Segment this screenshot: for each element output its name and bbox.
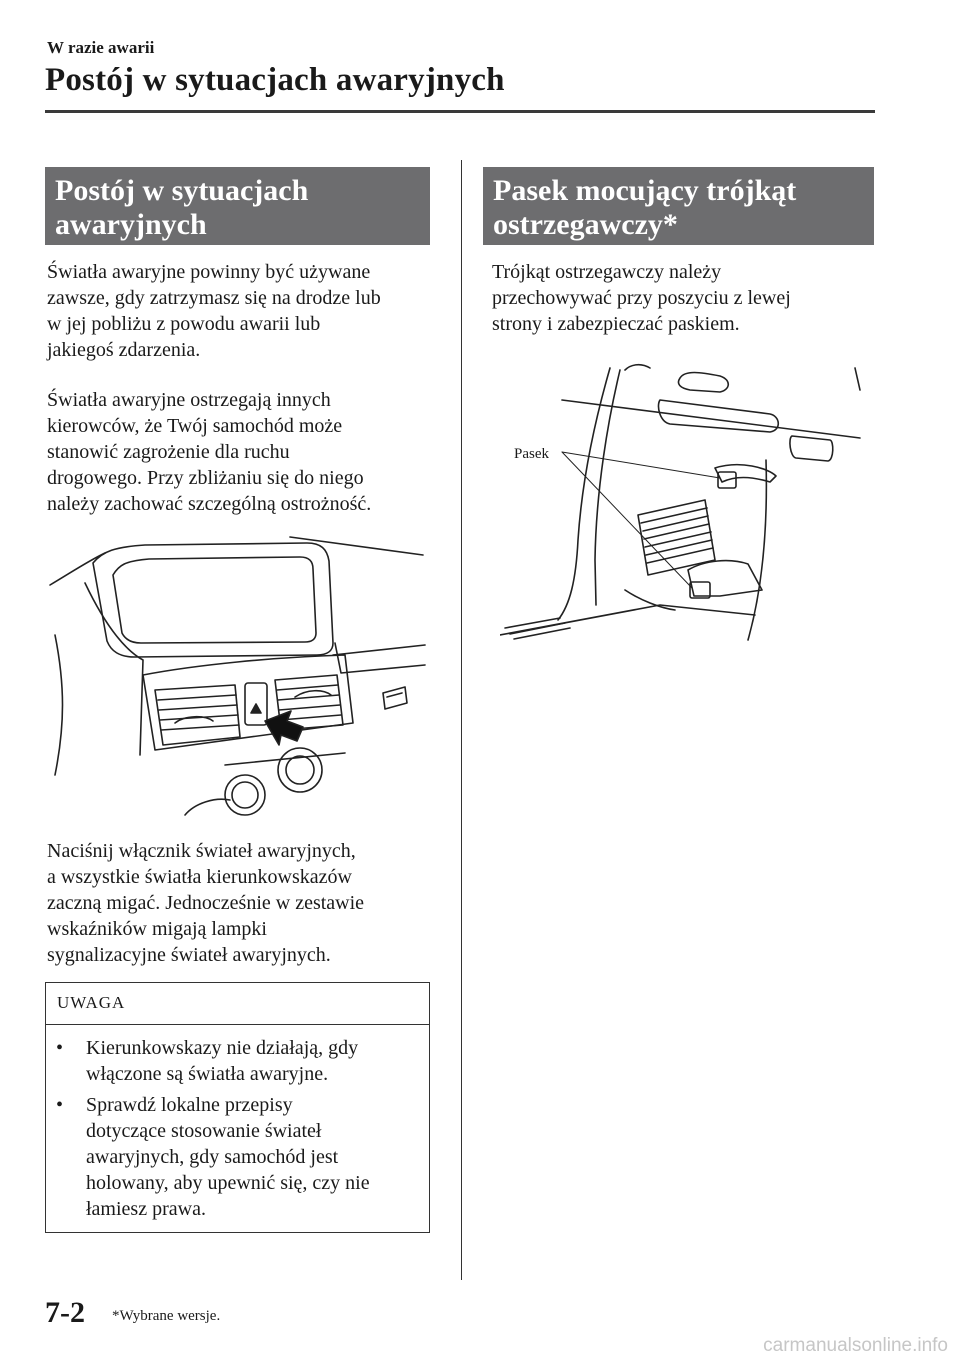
text-line: awaryjnych, gdy samochód jest xyxy=(86,1146,339,1168)
hazard-section-banner xyxy=(45,167,430,245)
trunk-illustration xyxy=(500,360,865,645)
text-line: holowany, aby upewnić się, czy nie xyxy=(86,1172,370,1194)
text-line: Światła awaryjne ostrzegają innych xyxy=(47,389,331,411)
bullet-icon: • xyxy=(56,1094,64,1116)
text-line: kierowców, że Twój samochód może xyxy=(47,415,343,437)
text-line: łamiesz prawa. xyxy=(86,1198,206,1220)
watermark: carmanualsonline.info xyxy=(763,1335,948,1356)
note-item xyxy=(56,1092,370,1222)
note-title: UWAGA xyxy=(57,993,126,1012)
text-line: Naciśnij włącznik świateł awaryjnych, xyxy=(47,840,356,862)
paragraph-hazard-usage xyxy=(47,259,381,363)
note-item xyxy=(56,1035,358,1087)
triangle-strap-banner xyxy=(483,167,874,245)
text-line: w jej pobliżu z powodu awarii lub xyxy=(47,313,321,335)
text-line: a wszystkie światła kierunkowskazów xyxy=(47,866,352,888)
text-line: włączone są światła awaryjne. xyxy=(86,1063,329,1085)
text-line: Sprawdź lokalne przepisy xyxy=(86,1094,293,1116)
text-line: Trójkąt ostrzegawczy należy xyxy=(492,261,722,283)
paragraph-triangle-storage xyxy=(492,259,791,337)
text-line: dotyczące stosowanie świateł xyxy=(86,1120,322,1142)
column-divider xyxy=(461,160,462,1280)
section-label: W razie awarii xyxy=(47,38,155,57)
text-line: należy zachować szczególną ostrożność. xyxy=(47,493,372,515)
hazard-triangle-icon xyxy=(251,704,261,713)
arrow-icon xyxy=(265,711,303,745)
text-line: stanowić zagrożenie dla ruchu xyxy=(47,441,290,463)
text-line: zawsze, gdy zatrzymasz się na drodze lub xyxy=(47,287,381,309)
text-line: sygnalizacyjne świateł awaryjnych. xyxy=(47,944,331,966)
dashboard-illustration xyxy=(45,525,430,820)
title-rule xyxy=(45,110,875,113)
text-line: wskaźników migają lampki xyxy=(47,918,267,940)
text-line: Światła awaryjne powinny być używane xyxy=(47,261,371,283)
text-line: przechowywać przy poszyciu z lewej xyxy=(492,287,791,309)
page-title: Postój w sytuacjach awaryjnych xyxy=(45,62,505,98)
note-box xyxy=(45,982,430,1233)
bullet-icon: • xyxy=(56,1037,64,1059)
paragraph-hazard-warning xyxy=(47,387,371,517)
text-line: Kierunkowskazy nie działają, gdy xyxy=(86,1037,359,1059)
text-line: jakiegoś zdarzenia. xyxy=(47,339,201,361)
text-line: drogowego. Przy zbliżaniu się do niego xyxy=(47,467,364,489)
banner-line: Postój w sytuacjach xyxy=(55,174,309,207)
banner-line: ostrzegawczy* xyxy=(493,208,678,241)
footnote: *Wybrane wersje. xyxy=(112,1308,221,1324)
paragraph-hazard-switch xyxy=(47,838,364,968)
banner-line: awaryjnych xyxy=(55,208,207,241)
page-number: 7-2 xyxy=(45,1296,85,1329)
text-line: zaczną migać. Jednocześnie w zestawie xyxy=(47,892,365,914)
text-line: strony i zabezpieczać paskiem. xyxy=(492,313,740,335)
note-header xyxy=(46,983,429,1025)
strap-label: Pasek xyxy=(514,446,549,462)
banner-line: Pasek mocujący trójkąt xyxy=(493,174,797,207)
